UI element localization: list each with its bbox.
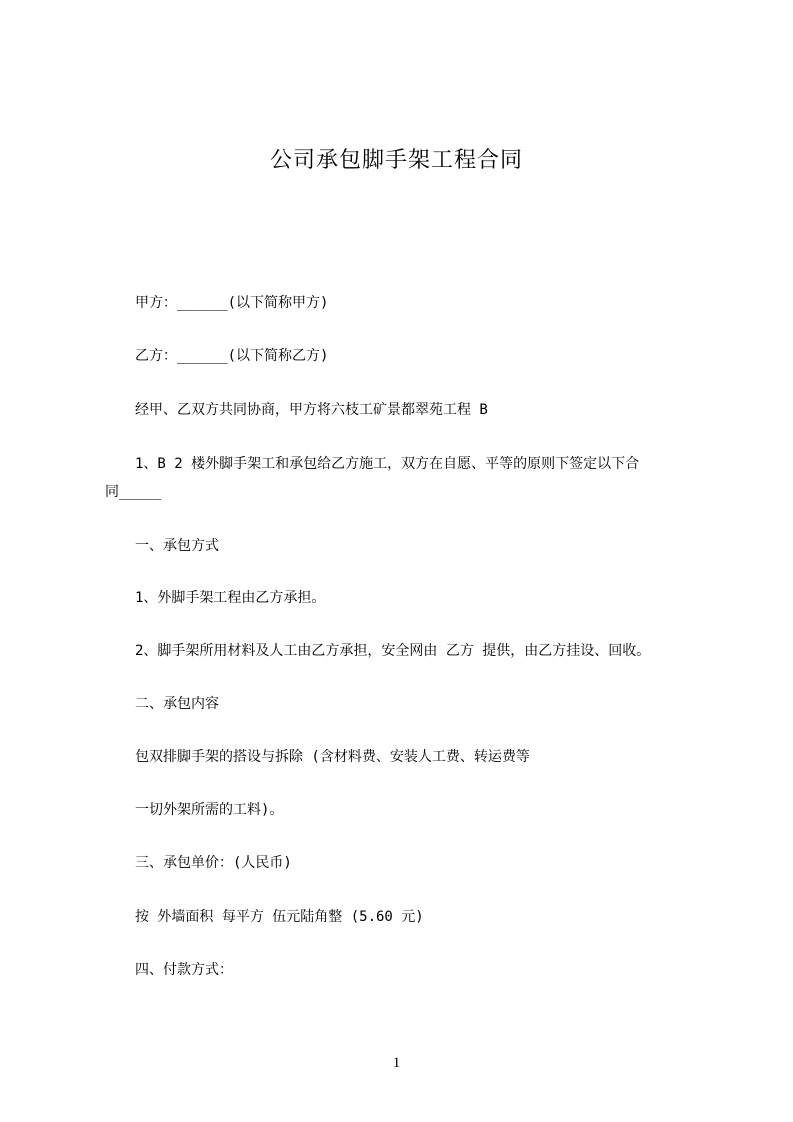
page-title: 公司承包脚手架工程合同 xyxy=(269,148,523,173)
page-number: 1 xyxy=(392,1055,401,1071)
party-b-line: 乙方：______(以下简称乙方) xyxy=(135,348,329,364)
content-line-2: 一切外架所需的工料)。 xyxy=(135,802,284,818)
section-heading-3: 三、承包单价：(人民币) xyxy=(135,855,292,871)
clause-1-2: 2、脚手架所用材料及人工由乙方承担，安全网由 乙方 提供，由乙方挂设、回收。 xyxy=(135,643,651,659)
unit-price-line: 按 外墙面积 每平方 伍元陆角整 (5.60 元) xyxy=(135,909,424,925)
intro-paragraph: 经甲、乙双方共同协商，甲方将六枝工矿景都翠苑工程 B xyxy=(135,402,488,418)
intro-paragraph-cont: 1、B 2 楼外脚手架工和承包给乙方施工，双方在自愿、平等的原则下签定以下合 xyxy=(135,456,640,472)
section-heading-4: 四、付款方式： xyxy=(135,962,233,978)
clause-1-1: 1、外脚手架工程由乙方承担。 xyxy=(135,590,326,606)
section-heading-1: 一、承包方式 xyxy=(135,538,219,554)
content-line-1: 包双排脚手架的搭设与拆除 (含材料费、安装人工费、转运费等 xyxy=(135,749,530,765)
section-heading-2: 二、承包内容 xyxy=(135,696,219,712)
intro-paragraph-end: 同_____ xyxy=(105,484,162,500)
party-a-line: 甲方：______(以下简称甲方) xyxy=(135,295,329,311)
